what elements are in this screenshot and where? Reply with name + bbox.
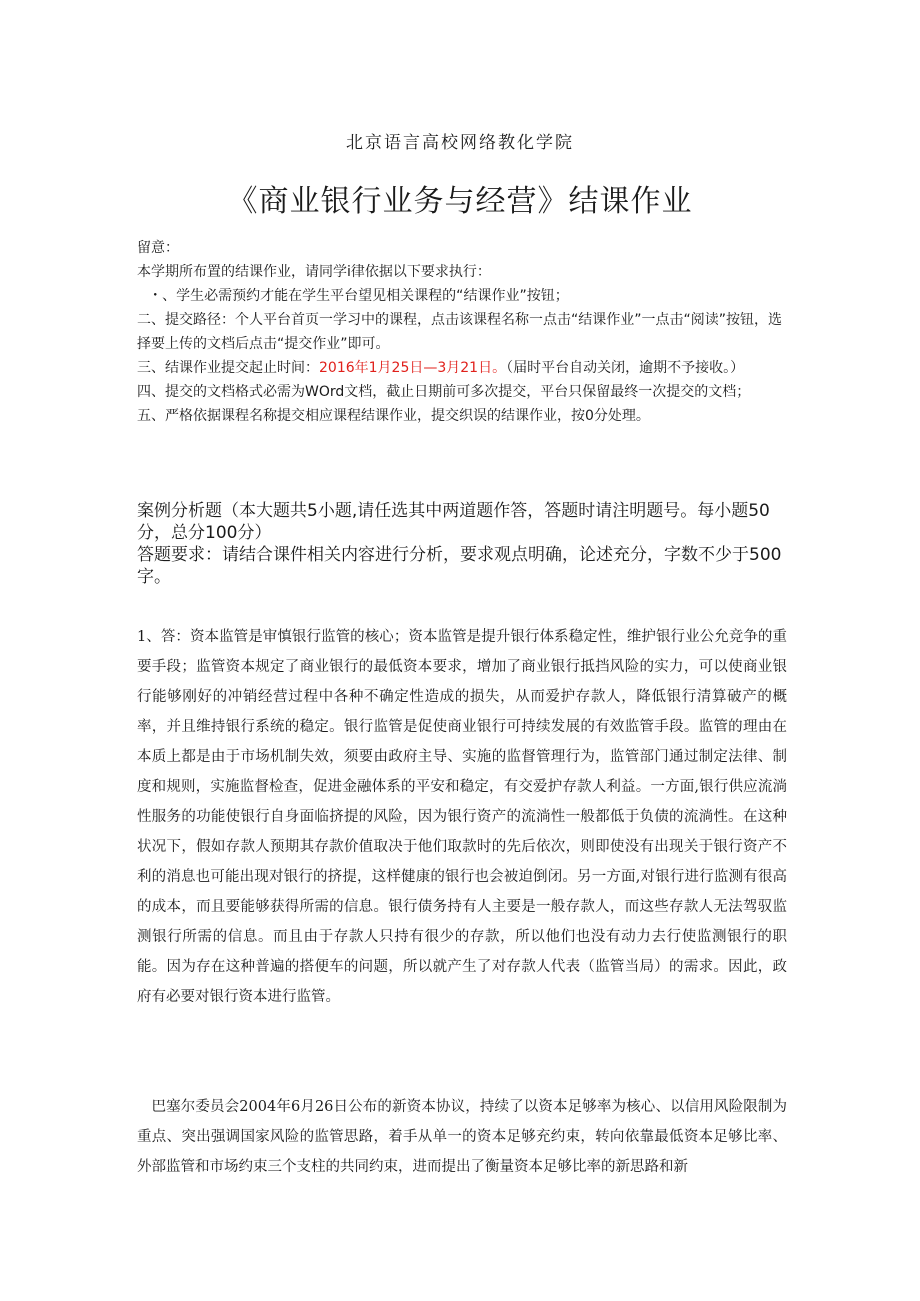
case-question: 案例分析题（本大题共5小题,请任选其中两道题作答，答题时请注明题号。每小题50分，总分100分） (137, 501, 770, 543)
notice-item-2: 二、提交路径：个人平台首页一学习中的课程，点击该课程名称一点击“结课作业”一点击“阅读”按钮，选择要上传的文档后点击“提交作业”即可。 (137, 312, 783, 352)
notice-item-3-prefix: 三、结课作业提交起止时间： (137, 360, 319, 376)
notice-item-3-suffix: （届时平台自动关闭，逾期不予接收。） (506, 360, 745, 376)
case-section (137, 500, 787, 588)
answer-paragraph-2 (137, 1092, 787, 1182)
answer-text-2: 巴塞尔委员会2004年6月26日公布的新资本协议，持续了以资本足够率为核心、以信用风险限制为重点、突出强调国家风险的监管思路，着手从单一的资本足够充约束，转向依靠最低资本足够比率、外部监管和市场约束三个支柱的共同约束，进而提出了衡量资本足够比率的新思路和新 (137, 1099, 787, 1175)
notice-item-4: 四、提交的文档格式必需为WOrd文档，截止日期前可多次提交，平台只保留最终一次提交的文档； (137, 384, 751, 400)
answer-text-1: 1、答：资本监管是审慎银行监管的核心；资本监管是提升银行体系稳定性，维护银行业公允竞争的重要手段；监管资本规定了商业银行的最低资本要求，增加了商业银行抵挡风险的实力，可以使商业银行能够刚好的冲销经营过程中各种不确定性造成的损失，从而爱护存款人，降低银行清算破产的概率，并且维持银行系统的稳定。银行监管是促使商业银行可持续发展的有效监管手段。监管的理由在本质上都是由于市场机制失效，须要由政府主导、实施的监督管理行为，监管部门通过制定法律、制度和规则，实施监督检查，促进金融体系的平安和稳定，有交爱护存款人利益。一方面,银行供应流淌性服务的功能使银行自身面临挤提的风险，因为银行资产的流淌性一般都低于负债的流淌性。在这种状况下，假如存款人预期其存款价值取决于他们取款时的先后依次，则即使没有出现关于银行资产不利的消息也可能出现对银行的挤提，这样健康的银行也会被迫倒闭。另一方面,对银行进行监测有很高的成本，而且要能够获得所需的信息。银行债务持有人主要是一般存款人，而这些存款人无法驾驭监测银行所需的信息。而且由于存款人只持有很少的存款，所以他们也没有动力去行使监测银行的职能。因为存在这种普遍的搭便车的问题，所以就产生了对存款人代表（监管当局）的需求。因此，政府有必要对银行资本进行监管。 (137, 629, 787, 1005)
notice-intro: 本学期所布置的结课作业，请同学i律依据以下要求执行： (137, 264, 491, 280)
answer-paragraph-1 (137, 622, 787, 1012)
notice-section (137, 236, 787, 428)
notice-item-3 (137, 356, 787, 380)
notice-item-5: 五、严格依据课程名称提交相应课程结课作业，提交织误的结课作业，按0分处理。 (137, 408, 650, 424)
submission-dates: 2016年1月25日—3月21日。 (319, 360, 507, 376)
answer-requirements: 答题要求：请结合课件相关内容进行分析，要求观点明确，论述充分，字数不少于500字。 (137, 545, 782, 587)
notice-heading: 留意： (137, 240, 179, 256)
document-title: 《商业银行业务与经营》结课作业 (227, 184, 693, 219)
school-name: 北京语言高校网络教化学院 (346, 133, 574, 153)
notice-item-1: ・、学生必需预约才能在学生平台望见相关课程的“结课作业”按钮； (148, 288, 569, 304)
